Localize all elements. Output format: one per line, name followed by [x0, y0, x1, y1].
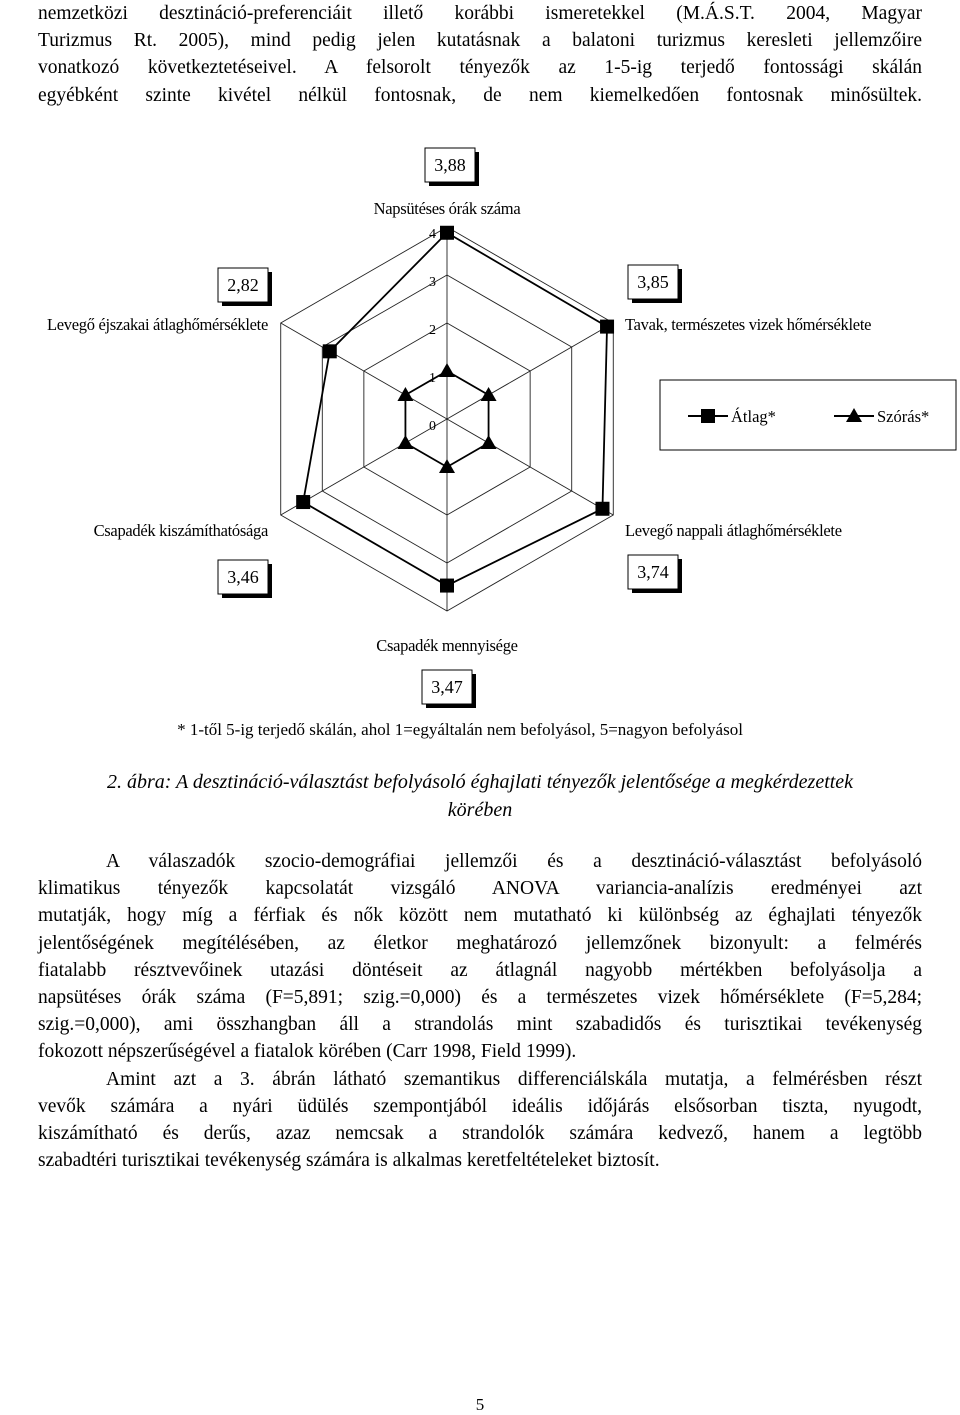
scale-tick-label: 0	[429, 419, 436, 434]
body-line: A válaszadók szocio-demográfiai jellemzői és a desztináció-választást befolyásoló	[106, 851, 922, 872]
body-line: fiatalabb résztvevőinek utazási döntéseit az átlagnál nagyobb mértékben befolyásolja a	[38, 959, 922, 981]
body-line: szabadtéri turisztikai tevékenység számára is alkalmas keretfeltételeket biztosít.	[38, 1150, 660, 1172]
data-label: 3,74	[637, 562, 669, 582]
scale-tick-label: 4	[429, 227, 436, 242]
square-marker	[440, 579, 454, 593]
intro-line: vonatkozó következtetéseivel. A felsorolt tényezők az 1-5-ig terjedő fontossági skálán	[38, 57, 922, 79]
body-text	[38, 848, 922, 1174]
series-line	[303, 233, 607, 586]
chart-legend	[660, 380, 956, 450]
scale-tick-label: 3	[429, 275, 436, 290]
body-line: Amint azt a 3. ábrán látható szemantikus differenciálskála mutatja, a felmérésben részt	[106, 1068, 922, 1090]
axis-label: Csapadék mennyisége	[376, 636, 518, 655]
body-line: fokozott népszerűségével a fiatalok körében (Carr 1998, Field 1999).	[38, 1041, 577, 1063]
data-label: 3,46	[227, 567, 259, 587]
triangle-marker	[439, 459, 455, 473]
axis-label: Csapadék kiszámíthatósága	[93, 521, 268, 540]
figure-footnote: * 1-től 5-ig terjedő skálán, ahol 1=egyáltalán nem befolyásol, 5=nagyon befolyásol	[177, 720, 743, 739]
axis-label: Tavak, természetes vizek hőmérséklete	[625, 315, 872, 334]
triangle-marker	[439, 363, 455, 377]
radar-grid	[281, 227, 614, 611]
data-label: 3,88	[434, 155, 466, 175]
data-label: 3,85	[637, 272, 669, 292]
legend-square-marker	[701, 409, 715, 423]
triangle-marker	[397, 387, 413, 401]
intro-line: egyébként szinte kivétel nélkül fontosnak, de nem kiemelkedően fontosnak minősültek.	[38, 84, 922, 106]
radar-series	[296, 226, 614, 593]
body-line: napsütéses órák száma (F=5,891; szig.=0,000) és a természetes vizek hőmérséklete (F=5,284;	[38, 987, 922, 1009]
body-line: klimatikus tényezők kapcsolatát vizsgáló ANOVA variancia-analízis eredményei azt	[38, 878, 922, 900]
body-line: vevők számára a nyári üdülés szempontjából ideális időjárás elsősorban tiszta, nyugodt,	[38, 1095, 922, 1117]
axis-label: Napsütéses órák száma	[373, 199, 521, 218]
caption-line: körében	[447, 799, 513, 821]
square-marker	[440, 226, 454, 240]
data-label: 2,82	[227, 275, 259, 295]
intro-line: nemzetközi desztináció-preferenciáit illető korábbi ismeretekkel (M.Á.S.T. 2004, Magyar	[38, 3, 922, 24]
square-marker	[600, 320, 614, 334]
triangle-marker	[481, 435, 497, 449]
square-marker	[323, 344, 337, 358]
figure-caption	[40, 768, 920, 824]
triangle-marker	[481, 387, 497, 401]
radar-chart	[0, 140, 960, 720]
caption-line: 2. ábra: A desztináció-választást befolyásoló éghajlati tényezők jelentősége a megkérdezettek	[106, 771, 854, 793]
intro-line: Turizmus Rt. 2005), mind pedig jelen kutatásnak a balatoni turizmus keresleti jellemzőire	[38, 30, 922, 52]
body-line: mutatják, hogy míg a férfiak és nők között nem mutatható ki különbség az éghajlati tényezők	[38, 905, 922, 927]
scale-tick-label: 2	[429, 323, 436, 338]
data-label: 3,47	[431, 677, 463, 697]
page-number: 5	[475, 1395, 485, 1414]
legend-label: Szórás*	[877, 407, 930, 426]
square-marker	[296, 495, 310, 509]
body-line: kiszámítható és derűs, azaz nemcsak a strandolók számára kedvező, hanem a legtöbb	[38, 1123, 922, 1145]
body-line: szig.=0,000), ami összhangban áll a strandolás mint szabadidős és turisztikai tevékenység	[38, 1014, 922, 1036]
scale-tick-label: 1	[429, 371, 436, 386]
legend-label: Átlag*	[731, 407, 776, 426]
axis-label: Levegő nappali átlaghőmérséklete	[625, 521, 842, 540]
intro-paragraph	[38, 0, 922, 109]
triangle-marker	[397, 435, 413, 449]
axis-label: Levegő éjszakai átlaghőmérséklete	[47, 315, 268, 334]
body-line: jelentőségének megítélésében, az életkor meghatározó jellemzőnek bizonyult: a felmérés	[38, 932, 922, 954]
square-marker	[595, 502, 609, 516]
